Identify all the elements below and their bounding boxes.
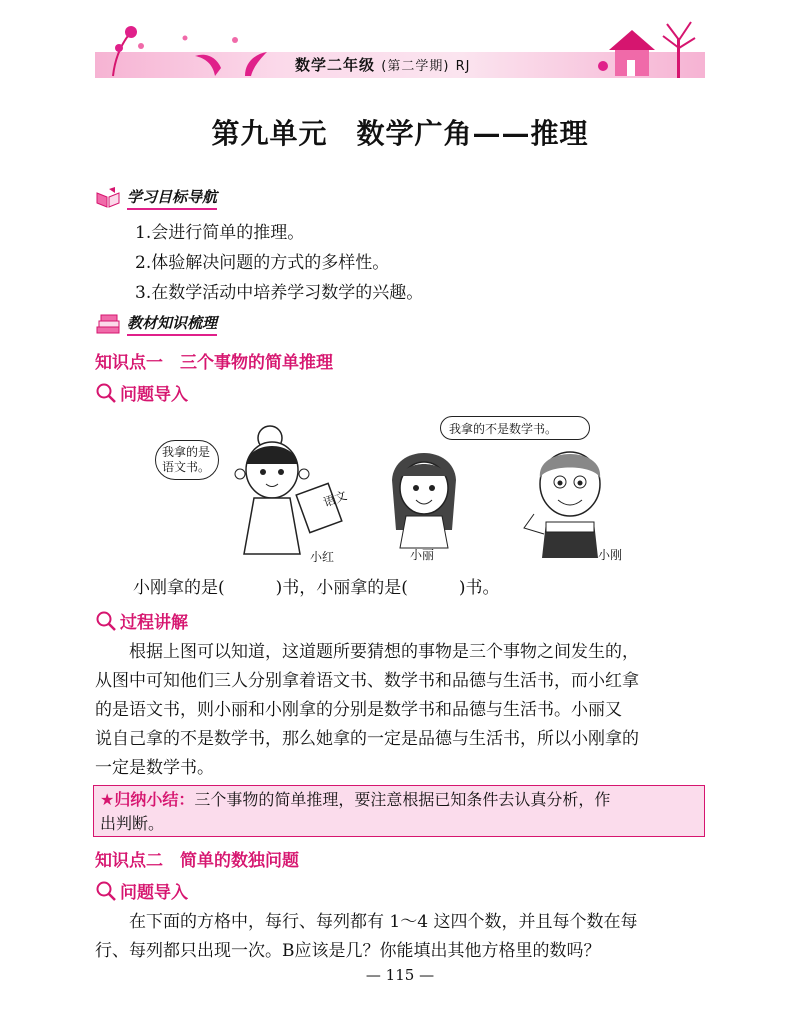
kp2-intro-label: 问题导入 — [120, 883, 188, 903]
goals-section-badge — [95, 186, 217, 210]
magnifier-icon — [95, 880, 117, 902]
magnifier-icon — [95, 382, 117, 404]
kp2-intro-heading — [95, 878, 188, 903]
book-edition: RJ — [455, 59, 471, 74]
knowledge-section-badge — [95, 312, 217, 336]
girl-xiaoli-illustration — [380, 440, 470, 550]
unit-title: 第九单元 数学广角——推理 — [211, 117, 589, 150]
explanation-line: 说自己拿的不是数学书，那么她拿的一定是品德与生活书，所以小刚拿的 — [95, 729, 639, 749]
summary-lead: ★归纳小结： — [100, 790, 195, 809]
kids-figure — [150, 412, 650, 572]
book-label: 语文 — [321, 488, 349, 510]
name-xiaogang: 小刚 — [598, 548, 623, 562]
knowledge-point-2-title: 知识点二 简单的数独问题 — [95, 851, 299, 871]
kp1-process-heading — [95, 608, 188, 633]
book-term: (第二学期) — [381, 59, 450, 74]
kp2-text — [95, 908, 707, 966]
bubble-xiaohong-line2: 语文书。 — [162, 460, 211, 474]
goals-section-label: 学习目标导航 — [127, 186, 217, 210]
goal-item-2: 2.体验解决问题的方式的多样性。 — [135, 253, 390, 273]
kp1-explanation — [95, 638, 707, 783]
explanation-line: 的是语文书，则小丽和小刚拿的分别是数学书和品德与生活书。小丽又 — [95, 700, 622, 720]
header-title — [295, 54, 471, 75]
kp1-intro-heading — [95, 380, 188, 405]
house-tree-decoration-icon — [595, 18, 705, 80]
goal-item-1: 1.会进行简单的推理。 — [135, 223, 305, 243]
kp2-text-line2: 行、每列都只出现一次。B应该是几？你能填出其他方格里的数吗？ — [95, 941, 601, 961]
page-header — [95, 18, 705, 80]
open-book-icon — [95, 187, 121, 209]
name-xiaoli: 小丽 — [410, 548, 435, 562]
book-stack-icon — [95, 313, 121, 335]
summary-box — [93, 785, 705, 837]
magnifier-icon — [95, 610, 117, 632]
explanation-line: 从图中可知他们三人分别拿着语文书、数学书和品德与生活书，而小红拿 — [95, 671, 639, 691]
explanation-line: 一定是数学书。 — [95, 758, 214, 778]
summary-text-line1: 三个事物的简单推理，要注意根据已知条件去认真分析，作 — [194, 790, 611, 809]
goal-item-3: 3.在数学活动中培养学习数学的兴趣。 — [135, 283, 424, 303]
kp1-question: 小刚拿的是( )书，小丽拿的是( )书。 — [133, 578, 500, 598]
kp2-text-line1: 在下面的方格中，每行、每列都有 1～4 这四个数，并且每个数在每 — [129, 912, 638, 932]
speech-bubble-xiaoli: 我拿的不是数学书。 — [440, 416, 590, 440]
speech-bubble-xiaohong — [155, 440, 219, 480]
kp1-process-label: 过程讲解 — [120, 613, 188, 633]
name-xiaohong: 小红 — [310, 550, 335, 564]
kp1-intro-label: 问题导入 — [120, 385, 188, 405]
bubble-xiaohong-line1: 我拿的是 — [162, 445, 211, 459]
book-title: 数学二年级 — [295, 56, 376, 74]
page-number: — 115 — — [365, 966, 435, 984]
boy-xiaogang-illustration — [520, 442, 623, 562]
knowledge-point-1-title: 知识点一 三个事物的简单推理 — [95, 353, 333, 373]
flower-decoration-icon — [95, 18, 275, 80]
knowledge-section-label: 教材知识梳理 — [127, 312, 217, 336]
explanation-line: 根据上图可以知道，这道题所要猜想的事物是三个事物之间发生的， — [129, 642, 639, 662]
summary-text-line2: 出判断。 — [100, 814, 165, 833]
